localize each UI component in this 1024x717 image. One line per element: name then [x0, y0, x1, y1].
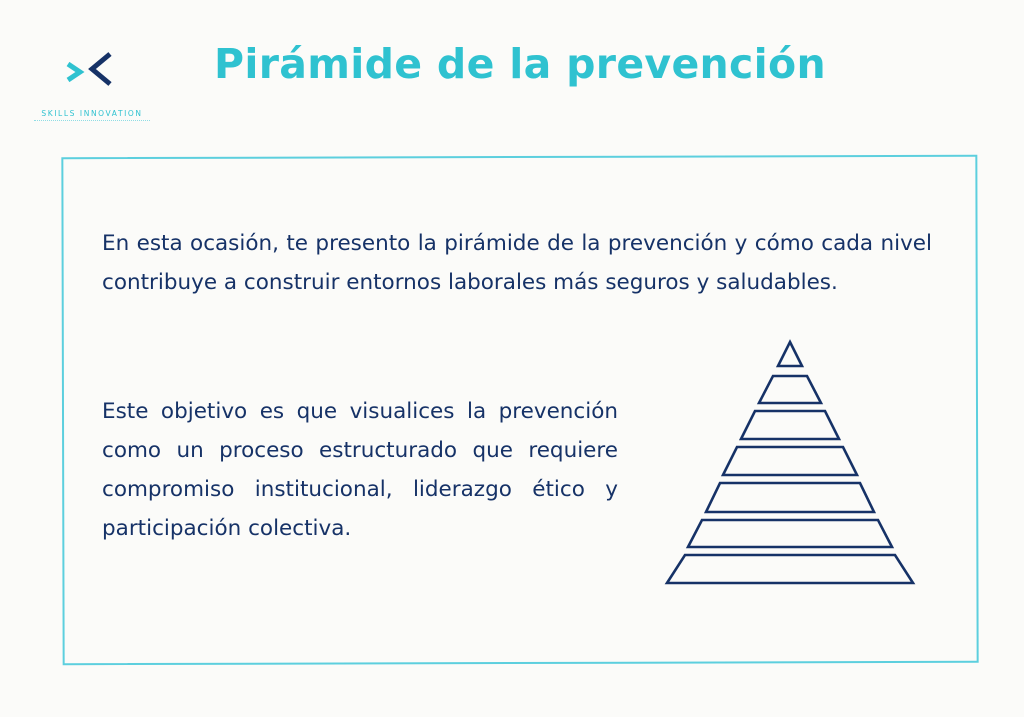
pyramid-level-7 — [667, 555, 913, 583]
pyramid-level-5 — [706, 483, 874, 512]
brand-name: SKILLS INNOVATION — [41, 109, 143, 118]
pyramid-level-6 — [688, 520, 892, 547]
pyramid-icon — [660, 336, 920, 588]
page-title: Pirámide de la prevención — [214, 40, 826, 88]
pyramid-level-1 — [778, 342, 802, 366]
pyramid-level-3 — [741, 411, 839, 439]
brand-tagline-mark — [34, 120, 150, 123]
intro-paragraph: En esta ocasión, te presento la pirámide de la prevención y cómo cada nivel contribuye a construir entornos laborales más seguros y saludables. — [102, 231, 932, 295]
objective-paragraph: Este objetivo es que visualices la prevención como un proceso estructurado que requiere compromiso institucional, liderazgo ético y participación colectiva. — [102, 399, 618, 541]
pyramid-level-4 — [723, 447, 857, 475]
pyramid-level-2 — [759, 376, 821, 403]
